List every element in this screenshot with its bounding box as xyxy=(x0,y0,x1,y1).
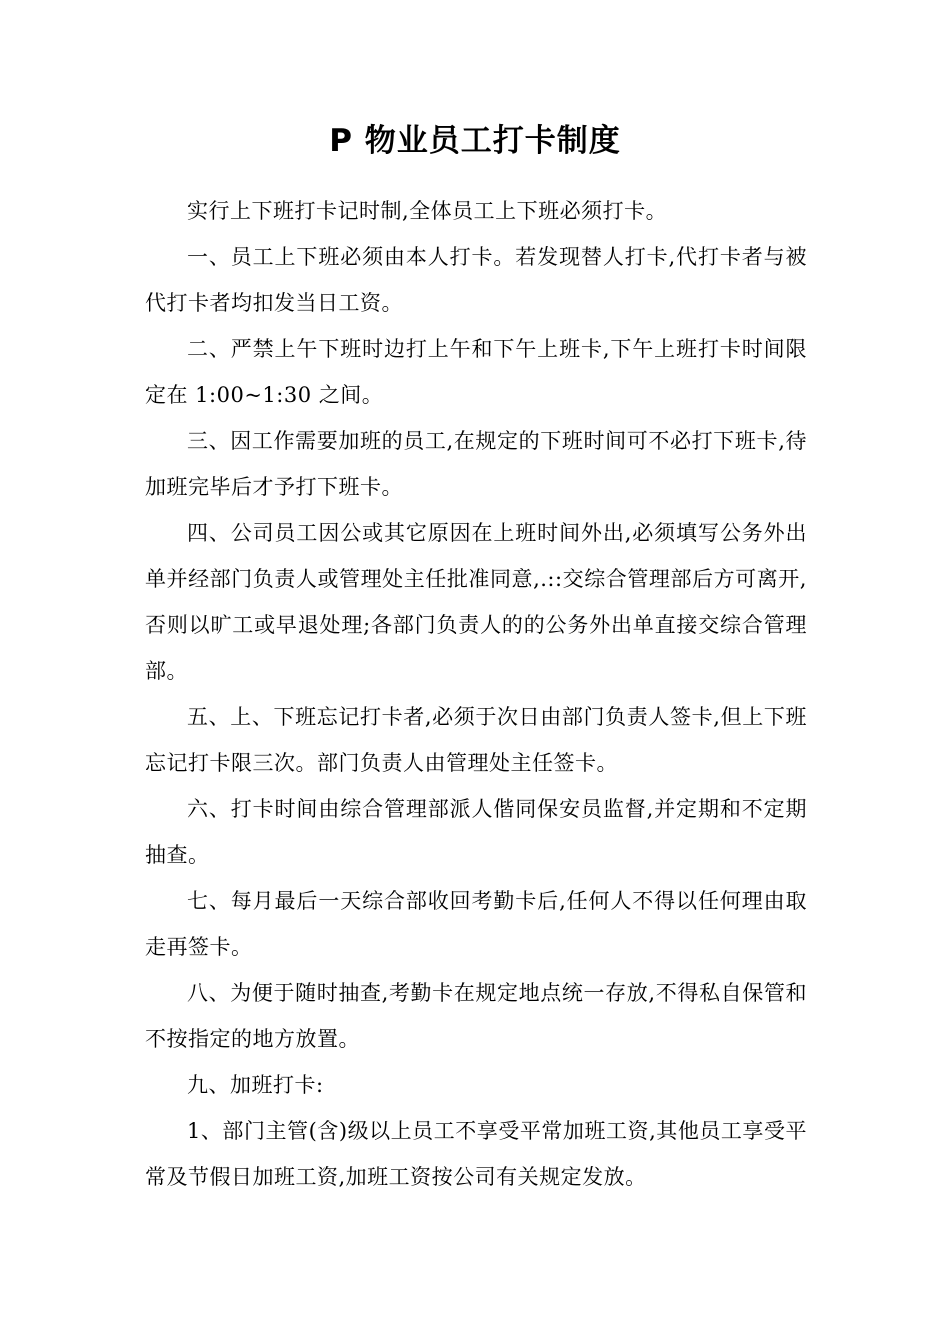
paragraph-rule-9-heading: 九、加班打卡: xyxy=(187,1073,324,1097)
paragraph-rule-1: 一、员工上下班必须由本人打卡。若发现替人打卡,代打卡者与被代打卡者均扣发当日工资。 xyxy=(145,245,807,315)
paragraph-rule-4: 四、公司员工因公或其它原因在上班时间外出,必须填写公务外出单并经部门负责人或管理处主任批准同意,.::交综合管理部后方可离开,否则以旷工或早退处理;各部门负责人的的公务外出单直接交综合管理部。 xyxy=(145,521,807,683)
paragraph-rule-2: 二、严禁上午下班时边打上午和下午上班卡,下午上班打卡时间限定在 1:00~1:30 之间。 xyxy=(145,337,807,407)
paragraph-rule-9-item-1: 1、部门主管(含)级以上员工不享受平常加班工资,其他员工享受平常及节假日加班工资,加班工资按公司有关规定发放。 xyxy=(145,1119,807,1189)
paragraph-rule-6: 六、打卡时间由综合管理部派人偕同保安员监督,并定期和不定期抽查。 xyxy=(145,797,807,867)
paragraph-rule-5: 五、上、下班忘记打卡者,必须于次日由部门负责人签卡,但上下班忘记打卡限三次。部门负责人由管理处主任签卡。 xyxy=(145,705,807,775)
paragraph-rule-8: 八、为便于随时抽查,考勤卡在规定地点统一存放,不得私自保管和不按指定的地方放置。 xyxy=(145,981,807,1051)
paragraph-rule-7: 七、每月最后一天综合部收回考勤卡后,任何人不得以任何理由取走再签卡。 xyxy=(145,889,807,959)
document-title: P 物业员工打卡制度 xyxy=(329,123,621,159)
document-body xyxy=(145,188,807,1200)
paragraph-intro: 实行上下班打卡记时制,全体员工上下班必须打卡。 xyxy=(187,199,668,223)
paragraph-rule-3: 三、因工作需要加班的员工,在规定的下班时间可不必打下班卡,待加班完毕后才予打下班卡。 xyxy=(145,429,807,499)
